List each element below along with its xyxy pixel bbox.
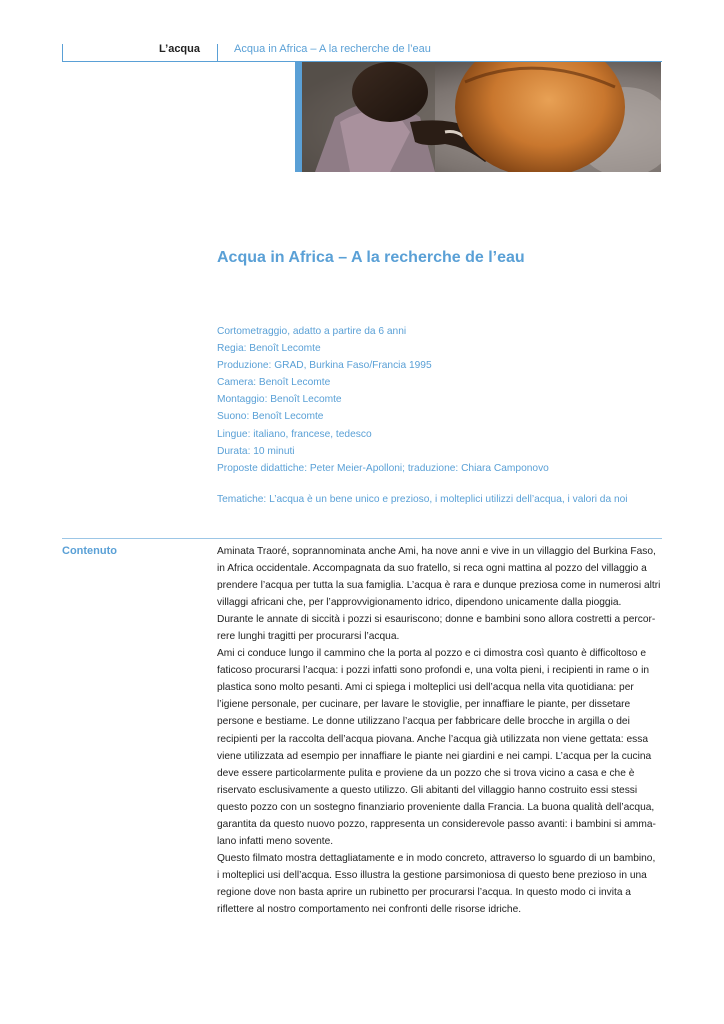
body-line: garantita da questo nuovo pozzo, rappresenta un considerevole passo avanti: i bambini si amma- [217,818,656,830]
credit-line: Produzione: GRAD, Burkina Faso/Francia 1995 [217,360,432,372]
credit-line: Regia: Benoît Lecomte [217,343,321,355]
credit-line: Durata: 10 minuti [217,445,295,457]
themes-line: Tematiche: L’acqua è un bene unico e prezioso, i molteplici utilizzi dell’acqua, i valori da noi [217,494,628,505]
credit-line: Suono: Benoît Lecomte [217,411,324,423]
body-line: questo pozzo con un sostegno finanziario proveniente dalla Francia. La buona qualità dell’acqua, [217,801,655,813]
body-line: faticoso procurarsi l’acqua: i pozzi infatti sono profondi e, una volta pieni, i recipienti in rame o in [217,665,650,677]
page-title: Acqua in Africa – A la recherche de l’eau [217,249,525,266]
body-line: plastica sono molto pesanti. Ami ci spiega i molteplici usi dell’acqua nella vita quotidiana: per [217,682,634,694]
header-divider [217,44,218,62]
credit-line: Lingue: italiano, francese, tedesco [217,428,372,440]
body-line: rere lunghi tragitti per procurarsi l’acqua. [217,631,400,643]
body-text [217,543,662,918]
credit-line: Proposte didattiche: Peter Meier-Apolloni; traduzione: Chiara Camponovo [217,462,549,474]
photo-accent-strip [295,62,302,172]
credit-line: Cortometraggio, adatto a partire da 6 anni [217,326,407,337]
section-label: Contenuto [62,545,117,557]
body-line: riservato esclusivamente a questo utilizzo. Gli abitanti del villaggio hanno costruito essi stessi [217,784,638,796]
body-line: deve essere particolarmente pulita e proviene da un pozzo che si trova vicino a casa e che è [217,767,635,779]
body-line: persone e bestiame. Le donne utilizzano l’acqua per fabbricare delle brocche in argilla o dei [217,716,630,728]
body-line: prendere l’acqua per tutta la sua famiglia. L’acqua è rara e dunque preziosa come in numerosi altri [217,580,661,592]
body-line: viene utilizzata ad esempio per innaffiare le piante nei giardini e nei campi. L’acqua per la cucina [217,750,652,762]
body-line: in Africa occidentale. Accompagnata da suo fratello, si reca ogni mattina al pozzo del villaggio a [217,563,647,575]
section-name: L’acqua [159,43,200,55]
body-line: l’igiene personale, per cucinare, per lavare le stoviglie, per innaffiare le piante, per dissetare [217,699,631,711]
body-line: villaggi africani che, per l’approvvigionamento idrico, dipendono unicamente dalla pioggia. [217,597,622,609]
body-line: Ami ci conduce lungo il cammino che la porta al pozzo e ci dimostra così quanto è difficoltoso e [217,648,647,660]
header-photo [295,62,661,172]
body-line: Aminata Traoré, soprannominata anche Ami, ha nove anni e vive in un villaggio del Burkina Faso, [217,546,656,557]
body-line: riflettere al nostro comportamento nei confronti delle risorse idriche. [217,903,522,915]
credit-line: Montaggio: Benoît Lecomte [217,394,342,406]
credits-list [217,323,662,477]
credit-line: Camera: Benoît Lecomte [217,377,331,389]
body-line: i molteplici usi dell’acqua. Esso illustra la gestione parsimoniosa di questo bene prezioso in una [217,869,647,881]
section-rule [62,538,662,539]
body-line: Questo filmato mostra dettagliatamente e in modo concreto, attraverso lo sguardo di un bambino, [217,852,656,864]
body-line: Durante le annate di siccità i pozzi si esauriscono; donne e bambini sono allora costretti a percor- [217,614,656,626]
header-left-tick [62,44,63,62]
body-line: recipienti per la raccolta dell’acqua piovana. Anche l’acqua già utilizzata non viene gettata: essa [217,733,648,745]
body-line: regione dove non basta aprire un rubinetto per procurarsi l’acqua. In questo modo ci invita a [217,886,631,898]
body-line: lano infatti meno sovente. [217,835,334,847]
header-title: Acqua in Africa – A la recherche de l’eau [234,43,431,55]
